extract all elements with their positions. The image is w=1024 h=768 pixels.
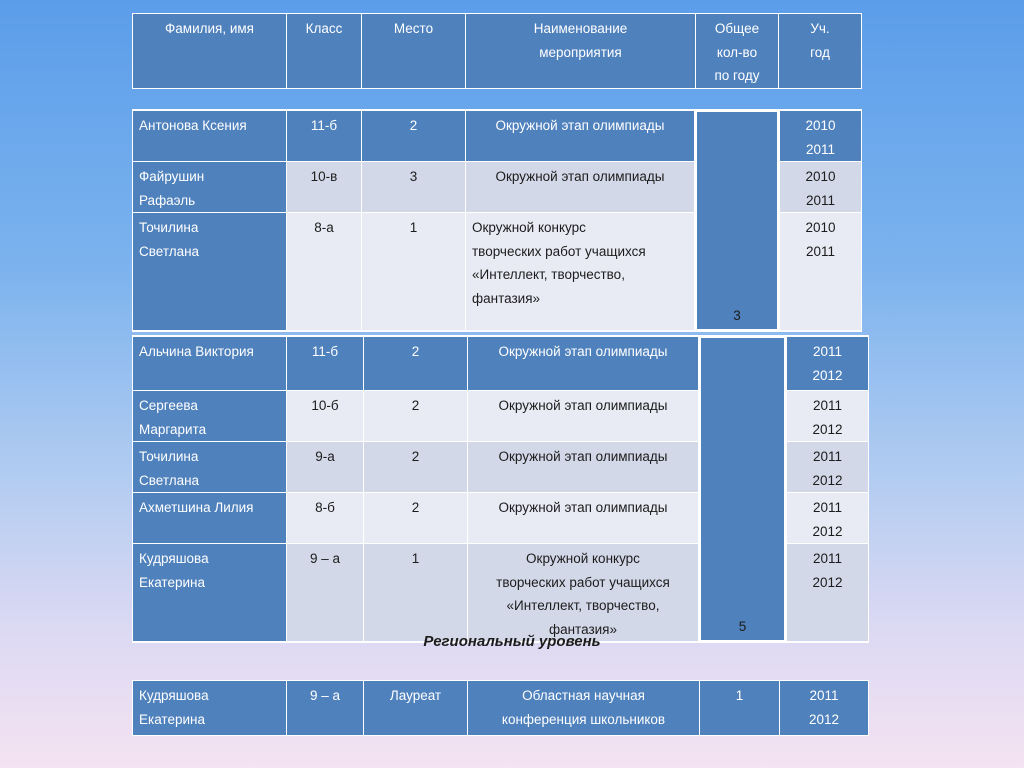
school-year: 2010 2011 (779, 213, 862, 331)
total-count: 1 (700, 681, 780, 736)
student-class: 9-а (287, 442, 364, 493)
col-name-header: Фамилия, имя (133, 14, 287, 89)
event-name: Окружной этап олимпиады (468, 391, 700, 442)
event-name: Окружной этап олимпиады (468, 442, 700, 493)
school-year: 2011 2012 (786, 442, 869, 493)
col-event-header: Наименование мероприятия (466, 14, 696, 89)
student-name: Альчина Виктория (133, 337, 287, 391)
event-name: Окружной конкурс творческих работ учащихся «Интеллект, творчество, фантазия» (468, 544, 700, 642)
school-year: 2010 2011 (779, 162, 862, 213)
student-name: Файрушин Рафаэль (133, 162, 287, 213)
student-class: 11-б (287, 337, 364, 391)
school-year: 2011 2012 (786, 544, 869, 642)
student-class: 8-б (287, 493, 364, 544)
event-name: Окружной конкурс творческих работ учащихся «Интеллект, творчество, фантазия» (466, 213, 696, 331)
student-place: 2 (362, 111, 466, 162)
student-place: 3 (362, 162, 466, 213)
student-name: Точилина Светлана (133, 213, 287, 331)
student-name: Точилина Светлана (133, 442, 287, 493)
student-name: Кудряшова Екатерина (133, 681, 287, 736)
student-class: 9 – а (287, 681, 364, 736)
school-year: 2011 2012 (786, 493, 869, 544)
event-name: Областная научная конференция школьников (468, 681, 700, 736)
event-name: Окружной этап олимпиады (466, 162, 696, 213)
student-class: 10-б (287, 391, 364, 442)
school-year: 2010 2011 (779, 111, 862, 162)
table-row (133, 337, 869, 391)
total-count: 3 (696, 111, 779, 331)
student-place: 2 (364, 337, 468, 391)
student-place: 1 (362, 213, 466, 331)
col-place-header: Место (362, 14, 466, 89)
col-total-header: Общее кол-во по году (696, 14, 779, 89)
event-name: Окружной этап олимпиады (466, 111, 696, 162)
header-table (132, 13, 862, 89)
student-name: Кудряшова Екатерина (133, 544, 287, 642)
col-year-header: Уч. год (779, 14, 862, 89)
district-group-2-table (132, 335, 869, 643)
student-name: Ахметшина Лилия (133, 493, 287, 544)
student-class: 8-а (287, 213, 362, 331)
student-place: Лауреат (364, 681, 468, 736)
regional-level-heading: Региональный уровень (423, 633, 601, 650)
event-name: Окружной этап олимпиады (468, 337, 700, 391)
student-name: Антонова Ксения (133, 111, 287, 162)
col-class-header: Класс (287, 14, 362, 89)
total-count: 5 (700, 337, 786, 642)
student-class: 10-в (287, 162, 362, 213)
student-place: 2 (364, 391, 468, 442)
header-row (133, 14, 862, 89)
table-row (133, 111, 862, 162)
school-year: 2011 2012 (786, 337, 869, 391)
district-group-1-table (132, 109, 862, 332)
school-year: 2011 2012 (786, 391, 869, 442)
student-class: 11-б (287, 111, 362, 162)
event-name: Окружной этап олимпиады (468, 493, 700, 544)
student-place: 2 (364, 493, 468, 544)
student-place: 2 (364, 442, 468, 493)
student-place: 1 (364, 544, 468, 642)
student-name: Сергеева Маргарита (133, 391, 287, 442)
school-year: 2011 2012 (780, 681, 869, 736)
regional-group-table (132, 680, 869, 736)
student-class: 9 – а (287, 544, 364, 642)
table-row (133, 681, 869, 736)
